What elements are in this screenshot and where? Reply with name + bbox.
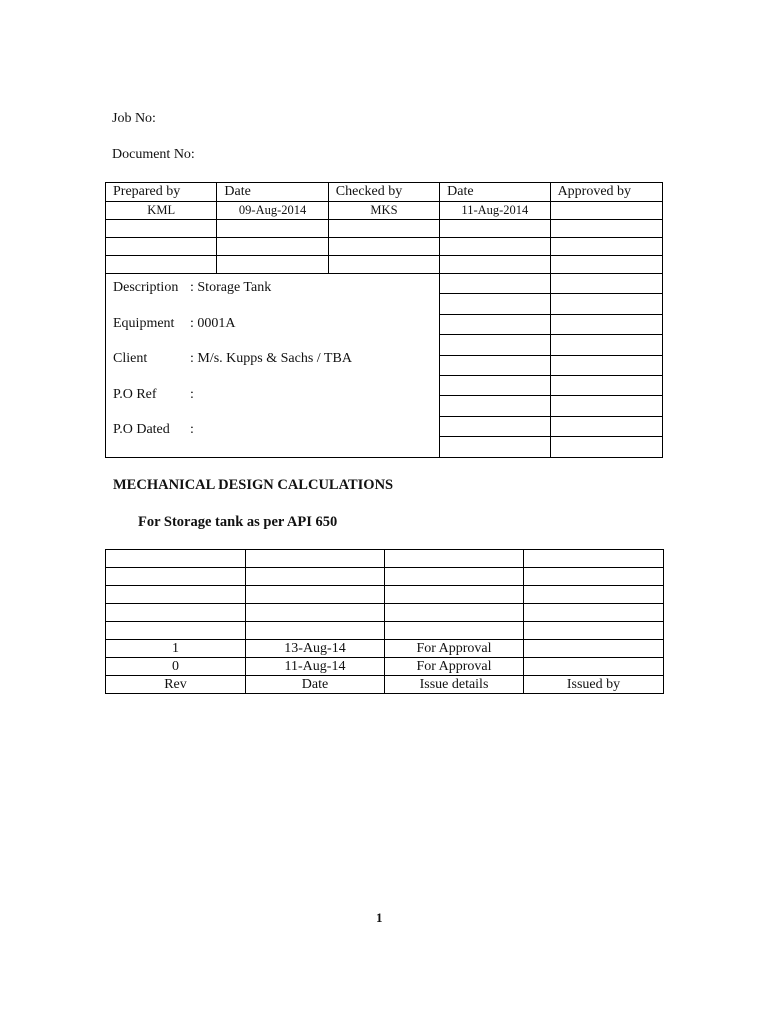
detail-client: Client : M/s. Kupps & Sachs / TBA bbox=[113, 351, 352, 366]
revision-empty-row bbox=[106, 586, 664, 604]
signoff-header-cell: Prepared by bbox=[106, 183, 217, 202]
revision-footer-cell: Issued by bbox=[524, 676, 664, 694]
revision-table bbox=[105, 549, 664, 694]
signoff-empty-row bbox=[106, 238, 663, 256]
signoff-header-row bbox=[106, 183, 663, 202]
revision-cell: 13-Aug-14 bbox=[246, 640, 385, 658]
detail-po-ref: P.O Ref : bbox=[113, 386, 194, 402]
signoff-values-row bbox=[106, 202, 663, 220]
revision-empty-row bbox=[106, 604, 664, 622]
document-subtitle: For Storage tank as per API 650 bbox=[138, 514, 338, 530]
revision-row bbox=[106, 658, 664, 676]
revision-cell: 1 bbox=[106, 640, 246, 658]
page-number: 1 bbox=[376, 910, 383, 925]
signoff-header-cell: Date bbox=[217, 183, 328, 202]
signoff-value-cell: KML bbox=[106, 202, 217, 220]
document-no-label: Document No: bbox=[112, 147, 195, 162]
signoff-value-cell bbox=[550, 202, 662, 220]
signoff-empty-row bbox=[106, 220, 663, 238]
revision-footer-row bbox=[106, 676, 664, 694]
revision-row bbox=[106, 640, 664, 658]
revision-footer-cell: Rev bbox=[106, 676, 246, 694]
signoff-header-cell: Date bbox=[440, 183, 550, 202]
job-no-label: Job No: bbox=[112, 111, 156, 126]
revision-cell: For Approval bbox=[385, 640, 524, 658]
revision-empty-row bbox=[106, 550, 664, 568]
detail-equipment: Equipment : 0001A bbox=[113, 315, 236, 331]
revision-cell: For Approval bbox=[385, 658, 524, 676]
detail-po-dated: P.O Dated : bbox=[113, 422, 194, 437]
details-row bbox=[106, 274, 663, 294]
signoff-header-cell: Approved by bbox=[550, 183, 662, 202]
signoff-value-cell: MKS bbox=[328, 202, 439, 220]
signoff-table bbox=[105, 182, 663, 458]
revision-cell: 0 bbox=[106, 658, 246, 676]
revision-empty-row bbox=[106, 568, 664, 586]
detail-description: Description : Storage Tank bbox=[113, 280, 272, 295]
signoff-header-cell: Checked by bbox=[328, 183, 439, 202]
revision-footer-cell: Date bbox=[246, 676, 385, 694]
signoff-value-cell: 11-Aug-2014 bbox=[440, 202, 550, 220]
revision-cell bbox=[524, 658, 664, 676]
revision-cell bbox=[524, 640, 664, 658]
revision-footer-cell: Issue details bbox=[385, 676, 524, 694]
signoff-value-cell: 09-Aug-2014 bbox=[217, 202, 328, 220]
revision-empty-row bbox=[106, 622, 664, 640]
revision-cell: 11-Aug-14 bbox=[246, 658, 385, 676]
signoff-empty-row bbox=[106, 256, 663, 274]
details-block bbox=[106, 274, 440, 458]
document-title: MECHANICAL DESIGN CALCULATIONS bbox=[113, 477, 394, 493]
